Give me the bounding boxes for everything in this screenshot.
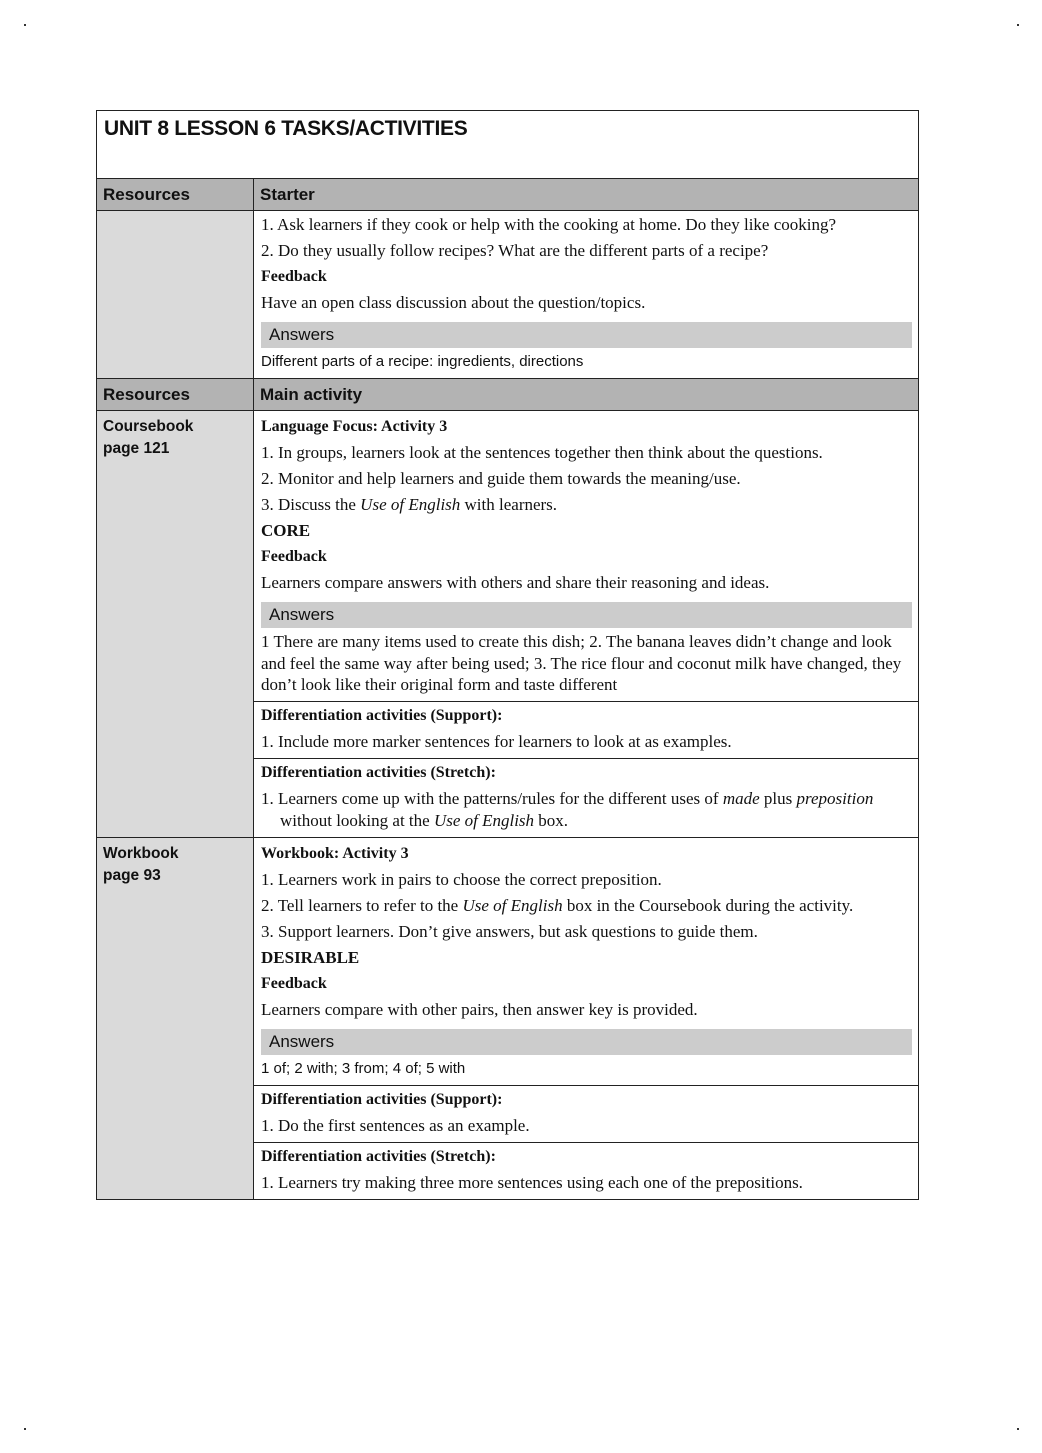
title-row: [97, 111, 919, 179]
stretch-block: [254, 1142, 918, 1199]
coursebook-resource: [97, 411, 254, 838]
main-header-row: [97, 379, 919, 411]
support-label: Differentiation activities (Support):: [261, 1090, 503, 1108]
resources-header: Resources: [97, 179, 254, 211]
answers-text: Different parts of a recipe: ingredients, directions: [261, 353, 584, 370]
level-label: CORE: [261, 521, 311, 540]
stretch-block: [254, 758, 918, 837]
feedback-label: Feedback: [261, 548, 327, 565]
stretch-label: Differentiation activities (Stretch):: [261, 1147, 496, 1165]
starter-content: [254, 211, 918, 378]
feedback-text: Learners compare answers with others and share their reasoning and ideas.: [261, 573, 770, 592]
lesson-document: [96, 110, 918, 1200]
support-text: 1. Include more marker sentences for learners to look at as examples.: [261, 731, 732, 751]
feedback-label: Feedback: [261, 268, 327, 285]
resource-name: Workbook: [103, 844, 179, 862]
crop-mark: [24, 24, 26, 26]
support-text: 1. Do the first sentences as an example.: [261, 1115, 530, 1135]
activity-item: 3. Discuss the Use of English with learners.: [261, 495, 558, 514]
starter-item: 1. Ask learners if they cook or help with the cooking at home. Do they like cooking?: [261, 215, 837, 234]
answers-label: Answers: [261, 322, 912, 348]
coursebook-row: [97, 411, 919, 838]
resources-header: Resources: [97, 379, 254, 411]
activity-item: 2. Tell learners to refer to the Use of English box in the Coursebook during the activity.: [261, 895, 854, 915]
resource-name: Coursebook: [103, 418, 194, 435]
answers-label: Answers: [261, 602, 912, 628]
starter-header-row: [97, 179, 919, 211]
activity-item: 3. Support learners. Don’t give answers, but ask questions to guide them.: [261, 921, 758, 941]
support-block: [254, 1085, 918, 1142]
activity-item: 1. In groups, learners look at the sentences together then think about the questions.: [261, 443, 823, 462]
starter-item: 2. Do they usually follow recipes? What are the different parts of a recipe?: [261, 241, 769, 260]
workbook-activity: [254, 838, 918, 1085]
starter-resources: [97, 211, 254, 379]
activity-item: 1. Learners work in pairs to choose the correct preposition.: [261, 869, 662, 889]
starter-row: [97, 211, 919, 379]
feedback-text: Learners compare with other pairs, then answer key is provided.: [261, 999, 698, 1019]
answers-text: 1 There are many items used to create this dish; 2. The banana leaves didn’t change and look and feel the same way after being used; 3. The rice flour and coconut milk have changed, they don’t look like their original form and taste different: [261, 632, 902, 694]
starter-header: Starter: [254, 179, 919, 211]
resource-page: page 93: [103, 866, 161, 884]
feedback-text: Have an open class discussion about the question/topics.: [261, 293, 646, 312]
activity-title: Language Focus: Activity 3: [261, 418, 448, 435]
workbook-resource: [97, 837, 254, 1199]
workbook-row: [97, 837, 919, 1199]
activity-item: 2. Monitor and help learners and guide them towards the meaning/use.: [261, 469, 741, 488]
answers-text: 1 of; 2 with; 3 from; 4 of; 5 with: [261, 1059, 466, 1077]
support-label: Differentiation activities (Support):: [261, 706, 503, 724]
feedback-label: Feedback: [261, 974, 327, 992]
lesson-table: [96, 110, 919, 1200]
coursebook-activity: [254, 411, 918, 701]
level-label: DESIRABLE: [261, 947, 360, 967]
stretch-text: 1. Learners try making three more sentences using each one of the prepositions.: [261, 1172, 803, 1192]
main-activity-header: Main activity: [254, 379, 919, 411]
activity-title: Workbook: Activity 3: [261, 844, 409, 862]
answers-label: Answers: [261, 1029, 912, 1055]
crop-mark: [1017, 1428, 1019, 1430]
stretch-text: 1. Learners come up with the patterns/rules for the different uses of made plus preposition without looking at the Use of English box.: [261, 788, 874, 830]
resource-page: page 121: [103, 440, 170, 457]
crop-mark: [24, 1428, 26, 1430]
support-block: [254, 701, 918, 758]
crop-mark: [1017, 24, 1019, 26]
page-title: UNIT 8 LESSON 6 TASKS/ACTIVITIES: [104, 117, 468, 140]
stretch-label: Differentiation activities (Stretch):: [261, 763, 496, 781]
